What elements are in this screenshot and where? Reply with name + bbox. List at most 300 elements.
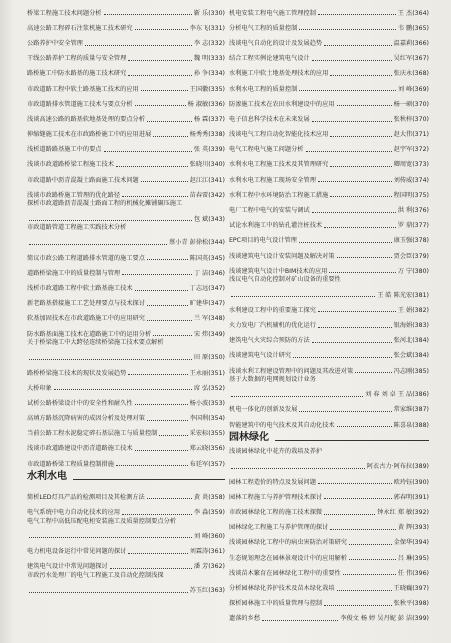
entry-author-page [194, 315, 225, 323]
entry-author: 程国明 [393, 191, 413, 199]
entry-author-page [194, 270, 225, 278]
toc-entry[interactable] [27, 517, 225, 526]
left-column [27, 2, 225, 595]
entry-author-page [190, 445, 225, 453]
entry-title: 市政道路管道工程施工实践技术分析 [27, 224, 127, 232]
dot-leader [293, 357, 392, 358]
toc-entry[interactable] [229, 199, 429, 214]
entry-author: 杨小波 [189, 399, 209, 407]
entry-title: 电气系统中电力自动化技术的应用 [27, 509, 121, 516]
toc-entry[interactable] [27, 453, 225, 468]
toc-entry[interactable] [229, 154, 429, 169]
entry-author: 魏 明 [193, 55, 209, 63]
entry-page: (360) [208, 532, 225, 540]
entry-title: 结合工程实例论建筑电气设计 [229, 55, 310, 63]
dot-leader [135, 450, 188, 451]
toc-entry[interactable] [229, 314, 429, 329]
dot-leader [122, 274, 192, 275]
entry-author-page [365, 391, 429, 399]
toc-entry[interactable] [27, 362, 225, 377]
toc-entry[interactable] [27, 247, 225, 262]
entry-author: 兰 军 [193, 315, 209, 323]
entry-author-page [398, 222, 429, 230]
toc-entry[interactable] [27, 579, 225, 594]
dot-leader [135, 105, 186, 106]
entry-author-page [190, 255, 225, 263]
entry-author: 杨 淑敏 [187, 100, 209, 108]
toc-entry[interactable] [27, 139, 225, 154]
dot-leader [324, 605, 392, 606]
entry-author-page [169, 239, 225, 247]
toc-entry[interactable] [229, 414, 429, 429]
toc-entry[interactable] [229, 299, 429, 314]
toc-entry[interactable] [229, 608, 429, 623]
toc-entry[interactable] [229, 345, 429, 360]
entry-title: 水利建设工程中的重要施工探究 [229, 306, 316, 314]
toc-entry[interactable] [27, 323, 225, 338]
entry-title: 水利工程中水环境防治工程施工措施 [229, 191, 329, 199]
toc-entry[interactable] [27, 184, 225, 199]
entry-title: 浅谈园林绿化中花卉的栽培及养护 [229, 448, 323, 456]
dot-leader [135, 290, 188, 291]
entry-author: 李 志 [193, 39, 209, 47]
entry-author-page [394, 237, 429, 245]
entry-author: 卿周宽 [393, 161, 413, 169]
toc-entry[interactable] [27, 63, 225, 78]
toc-entry[interactable] [229, 215, 429, 230]
entry-page: (345) [208, 254, 225, 262]
entry-author: 阿衣古力·阿布拉 [366, 463, 413, 471]
entry-author-page [194, 216, 225, 224]
entry-author-page [194, 563, 225, 571]
toc-entry[interactable] [229, 471, 429, 486]
entry-page: (391) [412, 493, 429, 501]
dot-leader [29, 592, 188, 593]
section-heading-text: 园林绿化 [229, 432, 269, 444]
entry-author: 孙 争 [193, 70, 209, 78]
entry-author: 张会斌 [393, 352, 413, 360]
entry-author-page [190, 177, 225, 185]
entry-title: 电子信息科学技术在未来发展 [229, 115, 310, 123]
entry-author: 罗 鼎 [397, 222, 413, 230]
toc-entry[interactable] [27, 377, 225, 392]
dot-leader [122, 196, 188, 197]
dot-leader [337, 590, 392, 591]
entry-title: 探析市政道路沥青混凝土路面工程的机械化摊铺碾压施工 [27, 200, 183, 208]
entry-author-page [194, 533, 225, 541]
toc-entry[interactable] [229, 230, 429, 245]
entry-author-page [398, 268, 429, 276]
entry-page: (333) [208, 55, 225, 63]
entry-author: 张庆永 [393, 70, 413, 78]
toc-entry[interactable] [27, 438, 225, 453]
entry-title: 市政道路中沥青混凝土路面施工技术问题 [27, 176, 139, 184]
toc-entry[interactable] [229, 447, 429, 456]
entry-page: (340) [208, 161, 225, 169]
dot-leader [135, 404, 188, 405]
entry-author: 李国利 [189, 415, 209, 423]
toc-entry[interactable] [229, 577, 429, 592]
toc-entry[interactable] [229, 78, 429, 93]
entry-title: 水利水电工程的质量控制 [229, 85, 298, 93]
entry-title: 路桥桥梁施工技术的现状及发展趋势 [27, 369, 127, 377]
toc-entry[interactable] [229, 456, 429, 471]
entry-author: 布廷军 [189, 460, 209, 468]
entry-title: 软基加固技术在市政道路施工中的应用研究 [27, 315, 145, 323]
entry-title: 简议市政公路工程道路排水管道的施工要点 [27, 254, 145, 262]
dot-leader [262, 620, 338, 621]
entry-author-page [194, 494, 225, 502]
toc-entry[interactable] [27, 392, 225, 407]
section-rule [275, 440, 429, 441]
entry-author: 苗春雷 [189, 191, 209, 199]
toc-entry[interactable] [27, 232, 225, 247]
toc-entry[interactable] [27, 223, 225, 232]
entry-author-page [394, 70, 429, 78]
entry-author-page [190, 415, 225, 423]
entry-author: 潘 芳 [193, 563, 209, 571]
toc-entry[interactable] [229, 32, 429, 47]
entry-author-page [394, 253, 429, 261]
entry-page: (343) [208, 215, 225, 223]
entry-page: (346) [208, 269, 225, 277]
dot-leader [324, 514, 375, 515]
dot-leader [128, 553, 187, 554]
dot-leader [128, 374, 187, 375]
toc-entry[interactable] [27, 154, 225, 169]
entry-author: 靳 乐 [193, 9, 209, 17]
entry-page: (337) [208, 115, 225, 123]
entry-author: 韦 鹏 [397, 24, 413, 32]
entry-title: 分析电气工程的质量控制 [229, 24, 298, 32]
entry-page: (362) [208, 563, 225, 571]
entry-page: (356) [208, 445, 225, 453]
entry-author-page [367, 463, 429, 471]
entry-page: (351) [208, 369, 225, 377]
entry-author-page [394, 131, 429, 139]
entry-page: (355) [208, 430, 225, 438]
entry-author-page [340, 615, 429, 623]
dot-leader [299, 29, 396, 30]
entry-page: (352) [208, 384, 225, 392]
entry-page: (395) [412, 554, 429, 562]
entry-page: (347) [208, 284, 225, 292]
entry-title: 干线公路养护工程的质量与安全管理 [27, 55, 127, 63]
entry-page: (398) [412, 600, 429, 608]
entry-page: (375) [412, 191, 429, 199]
toc-entry[interactable] [229, 245, 429, 260]
entry-page: (338) [208, 131, 225, 139]
entry-author-page [394, 177, 429, 185]
entry-title: 浅谈苗木繁育在园林绿化工程中的重要性 [229, 569, 341, 577]
entry-page: (332) [208, 39, 225, 47]
entry-author-page [394, 146, 429, 154]
toc-entry[interactable] [27, 540, 225, 555]
entry-author: 王永丽 [189, 369, 209, 377]
entry-title: 关于桥梁施工中大跨径连续桥梁施工技术要点解析 [27, 339, 164, 347]
entry-title: 生态规划理念在园林景观设计中的应用解析 [229, 554, 347, 562]
entry-page: (358) [208, 493, 225, 501]
toc-entry[interactable] [27, 308, 225, 323]
entry-page: (379) [412, 252, 429, 260]
toc-entry[interactable] [27, 423, 225, 438]
toc-entry[interactable] [229, 63, 429, 78]
entry-page: (357) [208, 460, 225, 468]
entry-page: (394) [412, 539, 429, 547]
entry-author: 王 皓 陈光宏 [377, 291, 413, 299]
entry-author: 赵大伟 [393, 131, 413, 139]
entry-page: (373) [412, 161, 429, 169]
entry-page: (371) [412, 131, 429, 139]
entry-author: 郭春明 [393, 493, 413, 501]
entry-author-page [394, 539, 429, 547]
dot-leader [330, 529, 396, 530]
entry-title: 市政道路桥梁工程质量控制措施 [27, 460, 114, 468]
entry-page: (367) [412, 55, 429, 63]
entry-author: 黄 辉 [397, 524, 413, 532]
toc-entry[interactable] [27, 407, 225, 422]
toc-entry[interactable] [229, 169, 429, 184]
dot-leader [343, 574, 396, 575]
dot-leader [312, 342, 392, 343]
toc-entry[interactable] [27, 293, 225, 308]
entry-author-page [190, 587, 225, 595]
toc-entry[interactable] [27, 208, 225, 223]
entry-page: (361) [208, 547, 225, 555]
dot-leader [104, 14, 192, 15]
toc-entry[interactable] [27, 525, 225, 540]
entry-title: 道路桥梁施工中的质量控制与管理 [27, 269, 121, 277]
entry-title: 园林工程施工与养护管理技术探讨 [229, 493, 323, 501]
entry-author: 黄 炎 [193, 493, 209, 501]
entry-author: 采宏标 [189, 430, 209, 438]
entry-title: 电厂工程中电气的安装与调试 [229, 207, 310, 215]
dot-leader [141, 90, 188, 91]
toc-entry[interactable] [229, 124, 429, 139]
toc-entry[interactable] [229, 284, 429, 299]
entry-author: 康玉强 [393, 237, 413, 245]
entry-title: 试论水利施工中的钻孔灌注桩技术 [229, 222, 323, 230]
entry-title: EPC项目的电气设计管理 [229, 237, 297, 245]
toc-entry[interactable] [229, 108, 429, 123]
toc-entry[interactable] [27, 199, 225, 208]
toc-entry[interactable] [27, 571, 225, 580]
dot-leader [324, 498, 392, 499]
entry-page: (342) [208, 191, 225, 199]
toc-entry[interactable] [229, 184, 429, 199]
entry-page: (354) [208, 415, 225, 423]
toc-entry[interactable] [27, 2, 225, 17]
entry-author: 王 娟 [397, 306, 413, 314]
entry-author: 郑云晓 [189, 445, 209, 453]
entry-author-page [190, 300, 225, 308]
toc-entry[interactable] [229, 275, 429, 284]
entry-author-page [394, 479, 429, 487]
toc-entry[interactable] [27, 338, 225, 347]
entry-author: 张河北 [393, 337, 413, 345]
entry-title: 试析公路桥梁设计中的安全性和耐久性 [27, 399, 133, 407]
entry-author-page [194, 10, 225, 18]
toc-entry[interactable] [229, 532, 429, 547]
entry-author: 刘 春 刘 卓 王 品 [365, 391, 413, 399]
entry-author: 赵宇军 [393, 146, 413, 154]
entry-author: 贾会臣 [393, 252, 413, 260]
toc-entry[interactable] [229, 593, 429, 608]
dot-leader [330, 75, 391, 76]
toc-entry[interactable] [229, 501, 429, 516]
entry-title: 园林工程造价的特点及发展问题 [229, 478, 316, 486]
toc-entry[interactable] [27, 556, 225, 571]
entry-author: 欧玲钰 [393, 478, 413, 486]
toc-entry[interactable] [229, 17, 429, 32]
entry-author: 杨一硕 [393, 100, 413, 108]
toc-entry[interactable] [229, 384, 429, 399]
entry-title: 市政道路工程中软土路基施工技术的应用 [27, 85, 139, 93]
entry-page: (349) [208, 330, 225, 338]
entry-page: (334) [208, 70, 225, 78]
entry-title: 智能建筑中的电气技术及其自动化技术 [229, 421, 335, 429]
entry-title: 火力发电厂汽机辅机的优化运行 [229, 321, 316, 329]
entry-author-page [394, 600, 429, 608]
entry-author-page [188, 101, 225, 109]
entry-author-page [394, 494, 429, 502]
entry-page: (331) [208, 24, 225, 32]
entry-author-page [398, 25, 429, 33]
dot-leader [318, 181, 392, 182]
entry-page: (377) [412, 222, 429, 230]
toc-entry[interactable] [27, 17, 225, 32]
entry-page: (359) [208, 509, 225, 516]
entry-page: (372) [412, 146, 429, 154]
entry-author: 杨 霖 [193, 115, 209, 123]
entry-page: (347) [208, 300, 225, 308]
toc-entry[interactable] [27, 262, 225, 277]
dot-leader [116, 166, 188, 167]
toc-entry[interactable] [27, 93, 225, 108]
entry-title: 浅谈高速公路的路基软地基处理的要点分析 [27, 115, 145, 123]
toc-entry[interactable] [229, 48, 429, 63]
dot-leader [330, 166, 391, 167]
dot-leader [29, 220, 192, 221]
toc-entry[interactable] [229, 562, 429, 577]
toc-entry[interactable] [229, 486, 429, 501]
entry-author-page [394, 368, 429, 376]
entry-author: 万 宁 [397, 267, 413, 275]
entry-page: (389) [412, 463, 429, 471]
entry-page: (396) [412, 569, 429, 577]
toc-entry[interactable] [27, 501, 225, 516]
toc-entry[interactable] [229, 330, 429, 345]
dot-leader [85, 45, 192, 46]
dot-leader [299, 411, 391, 412]
entry-page: (365) [412, 24, 429, 32]
entry-author-page [398, 524, 429, 532]
entry-author-page [190, 86, 225, 94]
entry-author-page [394, 161, 429, 169]
entry-author: 赵江江 [189, 176, 209, 184]
entry-author: 田 原 [193, 354, 209, 362]
entry-title: 伸缩缝施工技术在市政路桥施工中的应用进展 [27, 131, 152, 139]
toc-entry[interactable] [229, 93, 429, 108]
entry-page: (380) [412, 267, 429, 275]
dot-leader [147, 498, 192, 499]
dot-leader [330, 136, 391, 137]
dot-leader [29, 359, 192, 360]
entry-author-page [194, 509, 225, 517]
entry-author: 刘传威 [393, 176, 413, 184]
entry-author-page [194, 116, 225, 124]
entry-author: 席 弘 [193, 384, 209, 392]
toc-entry[interactable] [27, 108, 225, 123]
entry-title: 新老路基搭接施工工艺处理要点与技术探讨 [27, 300, 145, 308]
entry-author-page [190, 161, 225, 169]
entry-title: 大桥印象 [27, 384, 52, 392]
toc-entry[interactable] [229, 139, 429, 154]
toc-entry[interactable] [229, 547, 429, 562]
toc-entry[interactable] [229, 375, 429, 384]
dot-leader [147, 420, 188, 421]
entry-author: 钟永红 郑 敏 [377, 509, 413, 516]
entry-author: 任 伟 [397, 569, 413, 577]
dot-leader [54, 389, 192, 390]
entry-author: 张秋梓 [393, 115, 413, 123]
toc-entry[interactable] [27, 277, 225, 292]
toc-entry[interactable] [27, 48, 225, 63]
entry-author-page [190, 548, 225, 556]
entry-author-page [398, 10, 429, 18]
entry-title: 浅议电气自动化控制对矿山设备的重要性 [229, 276, 341, 284]
toc-entry[interactable] [229, 260, 429, 275]
dot-leader [312, 212, 396, 213]
toc-entry[interactable] [229, 360, 429, 375]
dot-leader [141, 181, 188, 182]
entry-page: (335) [208, 85, 225, 93]
entry-author: 洪 利 [397, 207, 413, 215]
dot-leader [318, 327, 392, 328]
entry-title: 市政园林绿化工程的施工技术探微 [229, 509, 323, 516]
toc-entry[interactable] [27, 124, 225, 139]
toc-entry[interactable] [27, 32, 225, 47]
dot-leader [349, 559, 396, 560]
entry-author: 李 淼 [193, 509, 209, 516]
entry-title: 浅谈水利工程建设管理中的问题及其改进对策 [229, 367, 354, 375]
entry-author: 苏玉红 [189, 586, 209, 594]
toc-entry[interactable] [27, 169, 225, 184]
entry-author: 李俊文 杨 婷 吴丹妮 彭 洁 [340, 615, 413, 623]
toc-entry[interactable] [27, 78, 225, 93]
entry-author-page [190, 400, 225, 408]
entry-title: 浅谈园林绿化工程中的病虫害防治对策研究 [229, 539, 347, 547]
entry-author: 丁 洁 [193, 269, 209, 277]
entry-page: (348) [208, 315, 225, 323]
entry-author-page [194, 70, 225, 78]
dot-leader [231, 468, 365, 469]
toc-entry[interactable] [229, 2, 429, 17]
toc-entry[interactable] [229, 399, 429, 414]
entry-title: 浅谈市政路桥施工管理的优化路径 [27, 191, 121, 199]
toc-entry[interactable] [229, 517, 429, 532]
entry-author: 冯志刚 [393, 367, 413, 375]
entry-title: 浅析道路路基施工中的要点 [27, 146, 102, 154]
toc-entry[interactable] [27, 347, 225, 362]
dot-leader [147, 121, 192, 122]
dot-leader [147, 305, 188, 306]
entry-page: (369) [412, 85, 429, 93]
dot-leader [324, 45, 392, 46]
toc-entry[interactable] [27, 486, 225, 501]
entry-author: 吴红军 [393, 55, 413, 63]
entry-author: 刘霖涛 [189, 547, 209, 555]
